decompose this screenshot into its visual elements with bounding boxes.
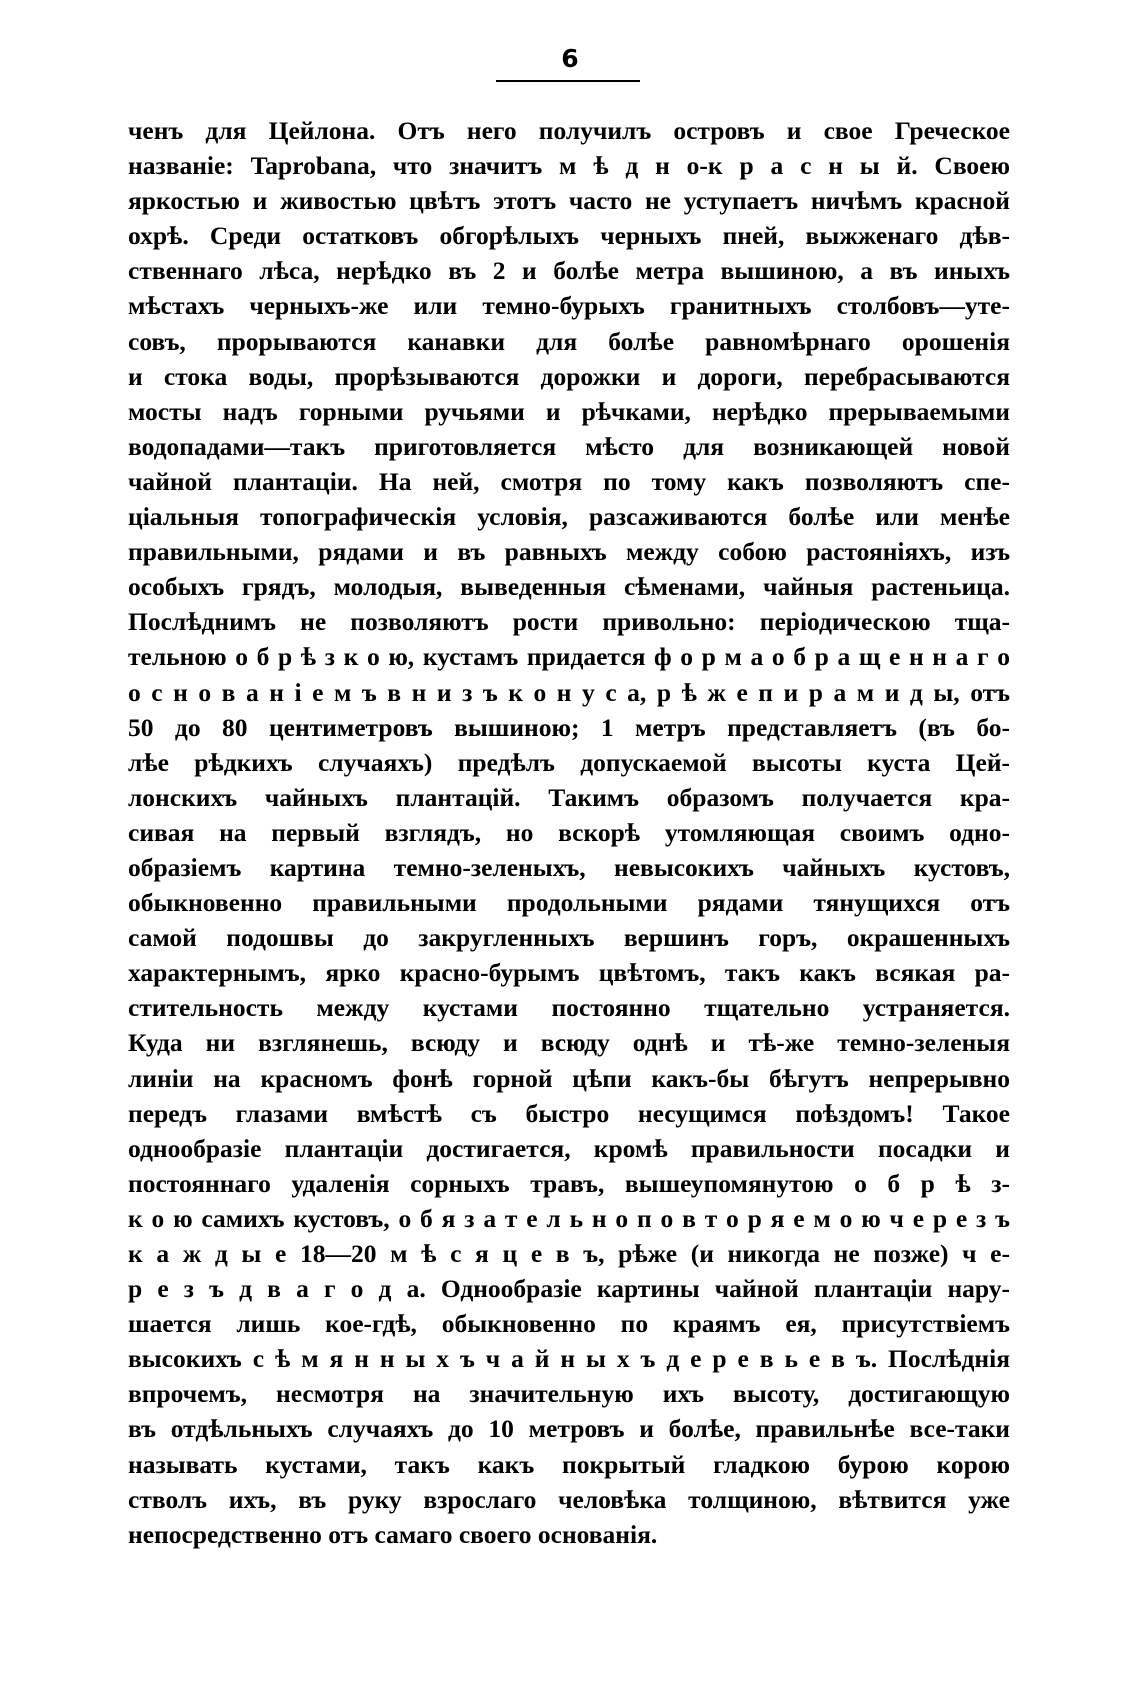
text-line: ственнаго лѣса, нерѣдко въ 2 и болѣе метра вышиною, а въ иныхъ — [128, 256, 1010, 286]
text-line: сивая на первый взглядъ, но вскорѣ утомляющая своимъ одно- — [128, 817, 1010, 847]
text-line: самой подошвы до закругленныхъ вершинъ горъ, окрашенныхъ — [128, 923, 1010, 953]
text-line: впрочемъ, несмотря на значительную ихъ высоту, достигающую — [128, 1379, 1010, 1409]
text-line: и стока воды, прорѣзываются дорожки и дороги, перебрасываются — [128, 361, 1010, 391]
text-line: названіе: Taprobana, что значитъ м ѣ д н о-к р а с н ы й. Своею — [128, 151, 1010, 181]
text-line: образіемъ картина темно-зеленыхъ, невысокихъ чайныхъ кустовъ, — [128, 852, 1010, 882]
text-line: непосредственно отъ самаго своего основанія. — [128, 1519, 658, 1549]
text-line: Куда ни взглянешь, всюду и всюду однѣ и тѣ-же темно-зеленыя — [128, 1028, 1010, 1058]
text-line: яркостью и живостью цвѣтъ этотъ часто не уступаетъ ничѣмъ красной — [128, 186, 1010, 216]
text-line: ченъ для Цейлона. Отъ него получилъ островъ и свое Греческое — [128, 116, 1010, 145]
text-line: лонскихъ чайныхъ плантацій. Такимъ образомъ получается кра- — [128, 782, 1010, 812]
text-line: характернымъ, ярко красно-бурымъ цвѣтомъ, такъ какъ всякая ра- — [128, 958, 1010, 988]
text-line: охрѣ. Среди остатковъ обгорѣлыхъ черныхъ пней, выжженаго дѣв- — [128, 221, 1010, 251]
text-line: лѣе рѣдкихъ случаяхъ) предѣлъ допускаемой высоты куста Цей- — [128, 747, 1010, 777]
text-line: шается лишь кое-гдѣ, обыкновенно по краямъ ея, присутствіемъ — [128, 1309, 1010, 1339]
text-line: водопадами—такъ приготовляется мѣсто для возникающей новой — [128, 431, 1010, 461]
text-line: особыхъ грядъ, молодыя, выведенныя сѣменами, чайныя растеньица. — [128, 572, 1010, 602]
text-line: мѣстахъ черныхъ-же или темно-бурыхъ гранитныхъ столбовъ—уте- — [128, 291, 1010, 321]
text-line: совъ, прорываются канавки для болѣе равномѣрнаго орошенія — [128, 326, 1010, 356]
text-line: однообразіе плантаціи достигается, кромѣ правильности посадки и — [128, 1133, 1010, 1163]
text-line: 50 до 80 центиметровъ вышиною; 1 метръ представляетъ (въ бо- — [128, 712, 1010, 742]
text-line: ціальныя топографическія условія, разсаживаются болѣе или менѣе — [128, 502, 1010, 532]
text-line: к а ж д ы е 18—20 м ѣ с я ц е в ъ, рѣже (и никогда не позже) ч е- — [128, 1239, 1010, 1268]
text-line: о с н о в а н і е м ъ в н и з ъ к о н у с а, р ѣ ж е п и р а м и д ы, отъ — [128, 677, 1010, 707]
text-line: линіи на красномъ фонѣ горной цѣпи какъ-бы бѣгутъ непрерывно — [128, 1063, 1010, 1093]
text-line: передъ глазами вмѣстѣ съ быстро несущимся поѣздомъ! Такое — [128, 1098, 1010, 1128]
text-line: чайной плантаціи. На ней, смотря по тому какъ позволяютъ спе- — [128, 466, 1010, 496]
text-line: тельною о б р ѣ з к о ю, кустамъ придается ф о р м а о б р а щ е н н а г о — [128, 642, 1010, 672]
text-line: Послѣднимъ не позволяютъ рости привольно: періодическою тщa- — [128, 607, 1010, 637]
text-line: мосты надъ горными ручьями и рѣчками, нерѣдко прерываемыми — [128, 396, 1010, 426]
text-line: р е з ъ д в а г о д а. Однообразіе картины чайной плантаціи нару- — [128, 1274, 1010, 1304]
text-line: высокихъ с ѣ м я н н ы х ъ ч а й н ы х ъ д е р е в ь е в ъ. Послѣднія — [128, 1344, 1010, 1374]
text-line: правильными, рядами и въ равныхъ между собою растояніяхъ, изъ — [128, 537, 1010, 567]
text-line: стительность между кустами постоянно тщательно устраняется. — [128, 993, 1010, 1023]
text-line: стволъ ихъ, въ руку взрослаго человѣка толщиною, вѣтвится уже — [128, 1484, 1010, 1514]
body-text — [128, 113, 1010, 1552]
text-line: называть кустами, такъ какъ покрытый гладкою бурою корою — [128, 1449, 1010, 1479]
text-line: к о ю самихъ кустовъ, о б я з а т е л ь н о п о в т о р я е м о ю ч е р е з ъ — [128, 1203, 1010, 1233]
text-line: постояннаго удаленія сорныхъ травъ, вышеупомянутою о б р ѣ з- — [128, 1168, 1010, 1198]
page-number: 6 — [561, 44, 579, 73]
header-rule — [496, 80, 640, 82]
text-line: въ отдѣльныхъ случаяхъ до 10 метровъ и болѣе, правильнѣе все-таки — [128, 1414, 1010, 1444]
text-line: обыкновенно правильными продольными рядами тянущихся отъ — [128, 888, 1010, 918]
